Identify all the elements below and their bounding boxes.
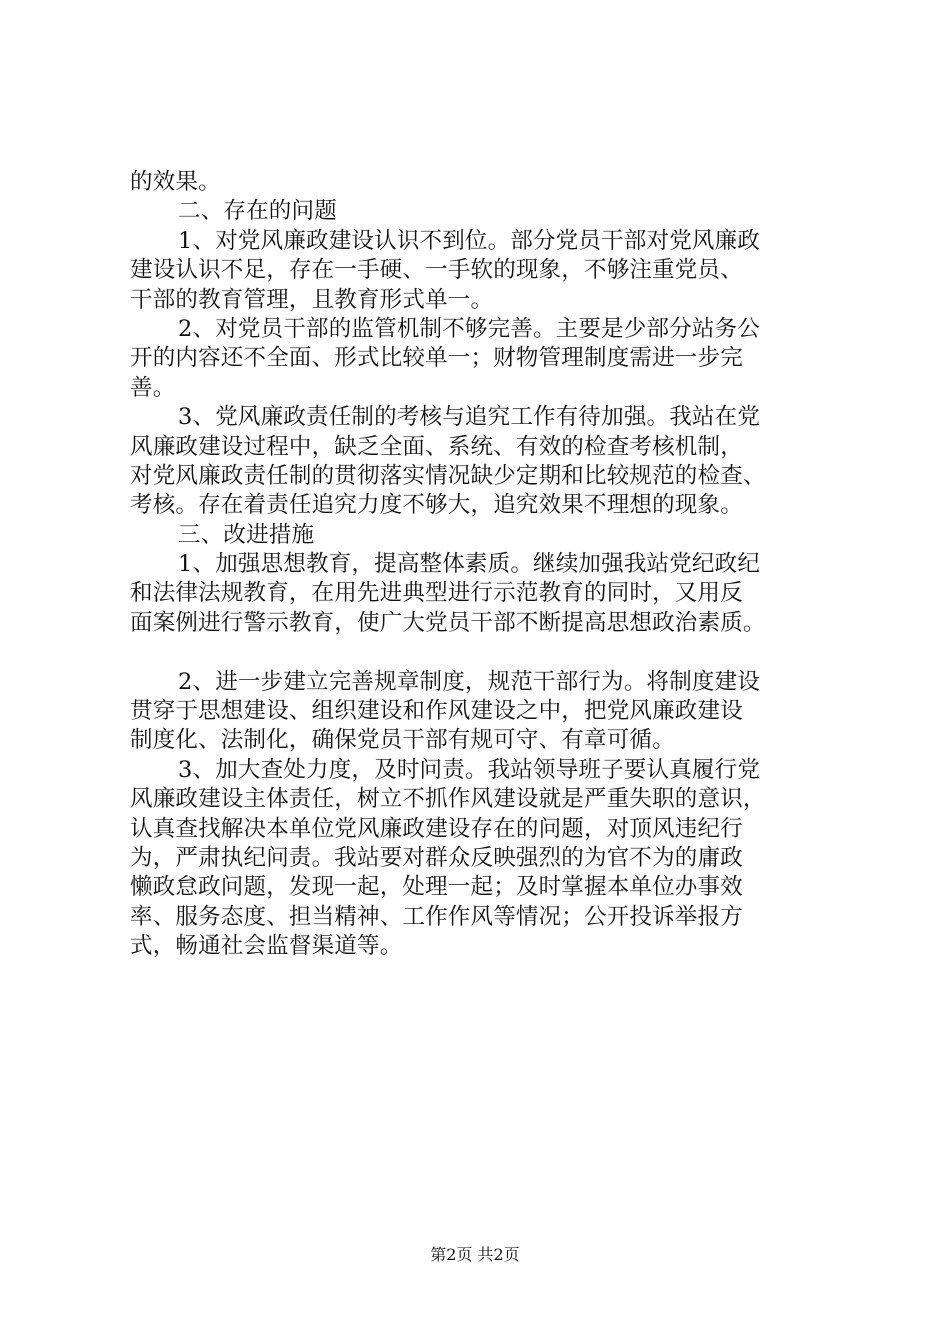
text-line: 2、对党员干部的监管机制不够完善。主要是少部分站务公 (178, 315, 761, 342)
text-line: 考核。存在着责任追究力度不够大，追究效果不理想的现象。 (130, 492, 743, 519)
section-heading: 三、改进措施 (178, 521, 315, 548)
text-line: 干部的教育管理，且教育形式单一。 (130, 286, 494, 313)
blank-line (130, 638, 830, 667)
text-line: 3、加大查处力度，及时问责。我站领导班子要认真履行党 (178, 756, 761, 783)
text-line: 风廉政建设主体责任，树立不抓作风建设就是严重失职的意识， (130, 786, 766, 813)
text-line: 3、党风廉政责任制的考核与追究工作有待加强。我站在党 (178, 404, 761, 431)
section-heading: 二、存在的问题 (178, 198, 337, 225)
text-line: 率、服务态度、担当精神、工作作风等情况；公开投诉举报方 (130, 903, 743, 930)
text-line: 懒政怠政问题，发现一起，处理一起；及时掌握本单位办事效 (130, 874, 743, 901)
text-line: 和法律法规教育，在用先进典型进行示范教育的同时，又用反 (130, 580, 743, 607)
text-line: 2、进一步建立完善规章制度，规范干部行为。将制度建设 (178, 668, 761, 695)
text-line: 1、对党风廉政建设认识不到位。部分党员干部对党风廉政 (178, 227, 761, 254)
text-line: 式，畅通社会监督渠道等。 (130, 933, 403, 960)
text-line: 认真查找解决本单位党风廉政建设存在的问题，对顶风违纪行 (130, 815, 743, 842)
text-line: 善。 (130, 374, 176, 401)
page-footer: 第2页 共2页 (430, 1245, 520, 1264)
text-line: 对党风廉政责任制的贯彻落实情况缺少定期和比较规范的检查、 (130, 462, 766, 489)
text-line: 制度化、法制化，确保党员干部有规可守、有章可循。 (130, 727, 675, 754)
text-line: 为，严肃执纪问责。我站要对群众反映强烈的为官不为的庸政 (130, 844, 743, 871)
text-line: 风廉政建设过程中，缺乏全面、系统、有效的检查考核机制， (130, 433, 743, 460)
text-line: 贯穿于思想建设、组织建设和作风建设之中，把党风廉政建设 (130, 698, 743, 725)
text-line: 开的内容还不全面、形式比较单一；财物管理制度需进一步完 (130, 345, 743, 372)
text-line: 的效果。 (130, 169, 221, 195)
document-body (130, 168, 830, 962)
text-line: 1、加强思想教育，提高整体素质。继续加强我站党纪政纪 (178, 551, 761, 578)
text-line: 建设认识不足，存在一手硬、一手软的现象，不够注重党员、 (130, 257, 743, 284)
text-line: 面案例进行警示教育，使广大党员干部不断提高思想政治素质。 (130, 609, 766, 636)
